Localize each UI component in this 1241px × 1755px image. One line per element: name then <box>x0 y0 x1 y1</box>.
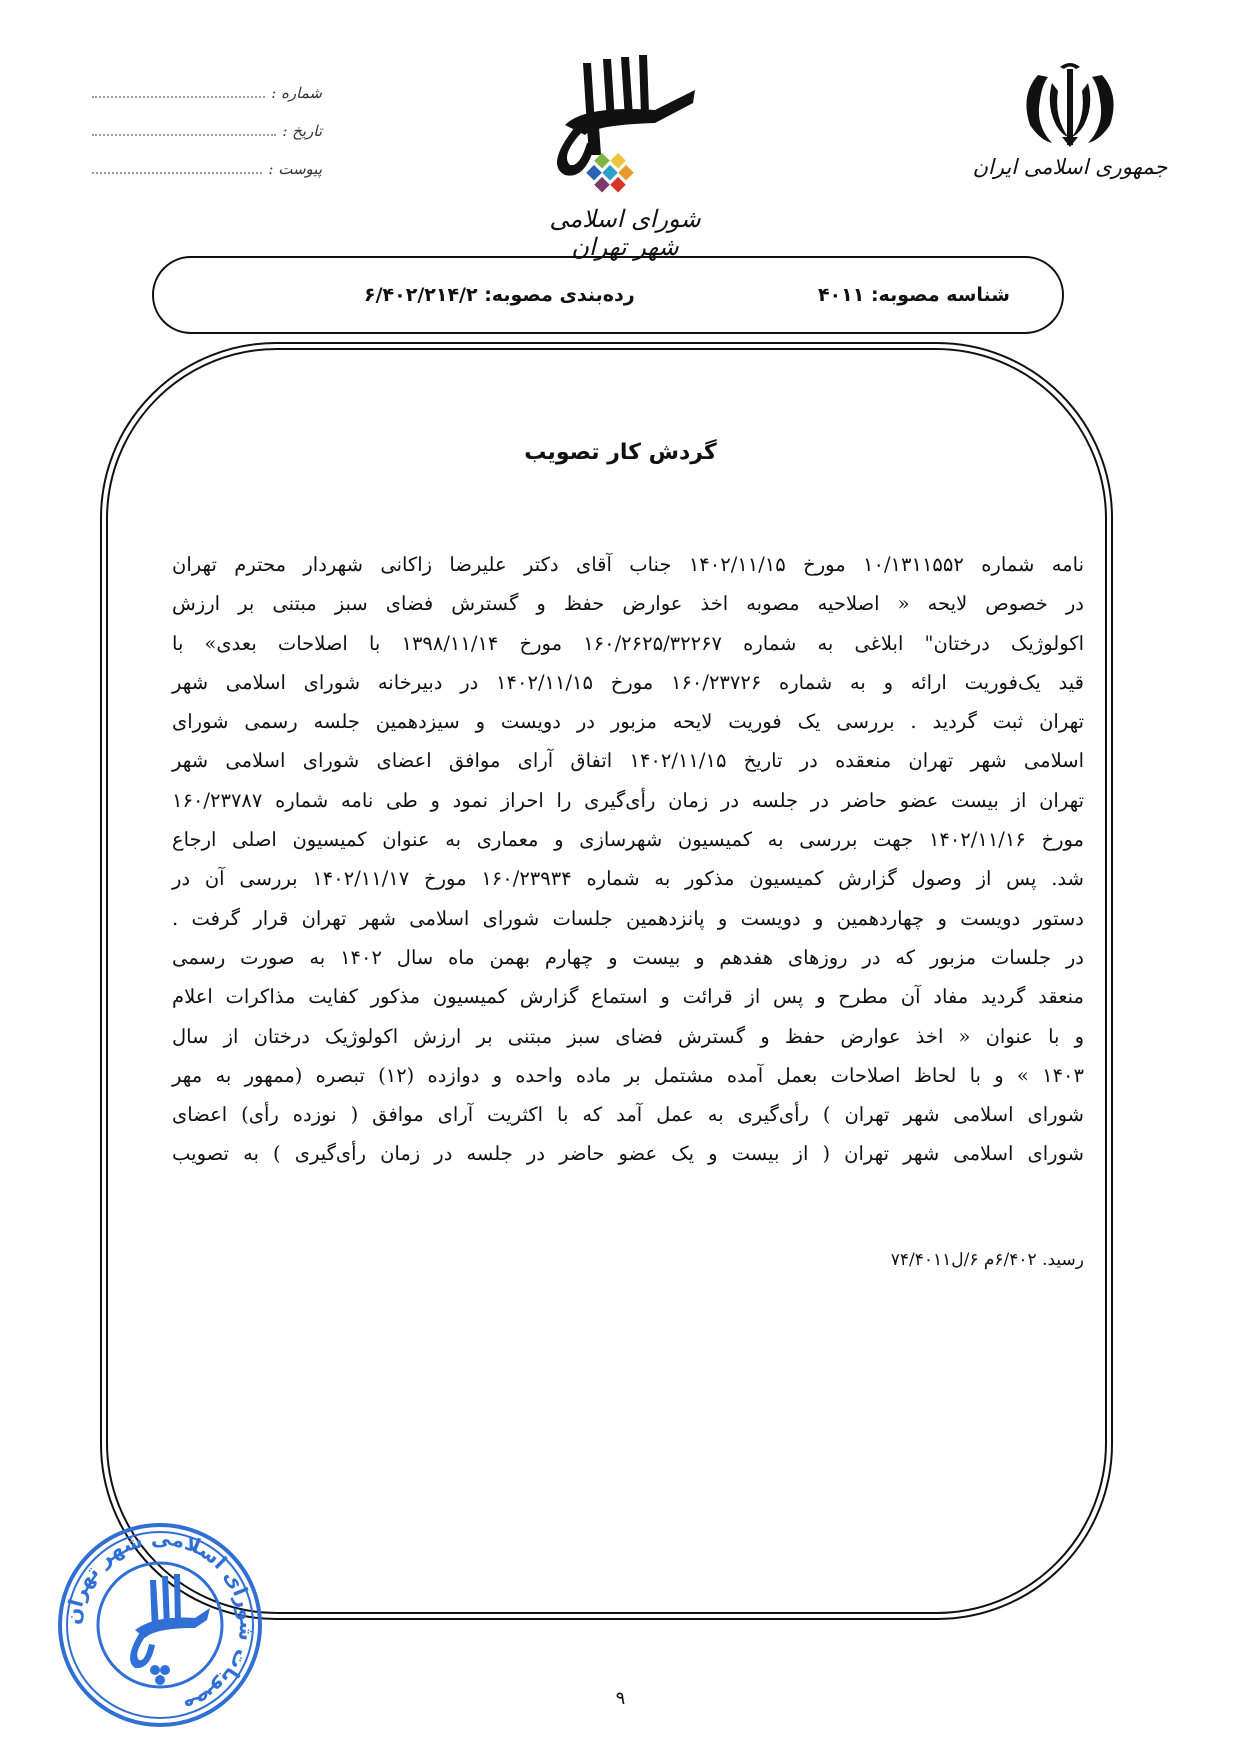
council-calligraphy-icon <box>525 55 725 205</box>
body-line: در جلسات مزبور که در روزهای هفدهم و بیست و چهارم بهمن ماه سال ۱۴۰۲ به صورت رسمی <box>172 945 1084 969</box>
svg-text:مصوبات شورای اسلامی شهر تهران: مصوبات شورای اسلامی شهر تهران <box>60 1525 260 1720</box>
body-line: منعقد گردید مفاد آن مطرح و پس از قرائت و استماع گزارش کمیسیون مذکور کفایت مذاکرات اعلام <box>172 985 1084 1009</box>
council-logo-caption: شورای اسلامی شهر تهران <box>549 205 701 261</box>
number-field <box>92 78 322 108</box>
body-line: شد. پس از وصول گزارش کمیسیون مذکور به شماره ۱۶۰/۲۳۹۳۴ مورخ ۱۴۰۲/۱۱/۱۷ بررسی آن در <box>172 867 1084 891</box>
number-label: شماره : <box>271 84 322 102</box>
date-label: تاریخ : <box>282 122 322 140</box>
signoff-reference: رسید. ۶/۴۰۲م ۶/ل۷۴/۴۰۱۱ <box>890 1250 1084 1270</box>
body-line: نامه شماره ۱۰/۱۳۱۱۵۵۲ مورخ ۱۴۰۲/۱۱/۱۵ جناب آقای دکتر علیرضا زاکانی شهردار محترم تهران <box>172 553 1084 576</box>
body-line: تهران از بیست عضو حاضر در جلسه در زمان رأی‌گیری را احراز نمود و طی نامه شماره ۱۶۰/۲۳۷۸۷ <box>172 788 1084 812</box>
body-line: قید یک‌فوریت ارائه و به شماره ۱۶۰/۲۳۷۲۶ مورخ ۱۴۰۲/۱۱/۱۵ در دبیرخانه شورای اسلامی شهر <box>172 670 1084 694</box>
body-line: تهران ثبت گردید . بررسی یک فوریت لایحه مزبور در دویست و سیزدهمین جلسه رسمی شورای <box>172 710 1084 734</box>
page-title: گردش کار تصویب <box>524 440 717 465</box>
body-line: دستور دویست و چهاردهمین و دویست و پانزدهمین جلسات شورای اسلامی شهر تهران قرار گرفت . <box>172 906 1084 930</box>
body-line: در خصوص لایحه « اصلاحیه مصوبه اخذ عوارض حفظ و گسترش فضای سبز مبتنی بر ارزش <box>172 592 1084 616</box>
body-line: اسلامی شهر تهران منعقده در تاریخ ۱۴۰۲/۱۱/۱۵ اتفاق آرای موافق اعضای شورای اسلامی شهر <box>172 749 1085 773</box>
body-line: ۱۴۰۳ » و با لحاظ اصلاحات بعمل آمده مشتمل بر ماده واحده و دوازده (۱۲) تبصره (ممهور به مهر <box>172 1063 1084 1087</box>
resolution-classification: رده‌بندی مصوبه: ۶/۴۰۲/۲۱۴/۲ <box>364 284 635 306</box>
tehran-council-logo <box>525 55 725 261</box>
body-line: و با عنوان « اخذ عوارض حفظ و گسترش فضای سبز مبتنی بر ارزش اکولوژیک درختان از سال <box>172 1024 1084 1048</box>
national-emblem-icon <box>990 55 1150 150</box>
iran-emblem <box>972 55 1170 195</box>
body-line: شورای اسلامی شهر تهران ) رأی‌گیری به عمل آمد که با اکثریت آرای موافق ( نوزده رأی) اعضای <box>172 1103 1084 1127</box>
page-number: ۹ <box>615 1688 626 1709</box>
body-line: اکولوژیک درختان" ابلاغی به شماره ۱۶۰/۲۶۲۵/۳۲۲۶۷ مورخ ۱۳۹۸/۱۱/۱۴ با اصلاحات بعدی» با <box>172 631 1084 655</box>
number-value <box>92 96 265 98</box>
body-line: شورای اسلامی شهر تهران ( از بیست و یک عضو حاضر در جلسه در زمان رأی‌گیری ) به تصویب <box>172 1142 1084 1166</box>
attachment-field <box>92 154 322 184</box>
document-body <box>172 545 1084 1174</box>
attachment-label: پیوست : <box>268 160 322 178</box>
resolution-info-box <box>152 256 1064 334</box>
date-field <box>92 116 322 146</box>
date-value <box>92 134 276 136</box>
attachment-value <box>92 172 262 174</box>
resolution-id: شناسه مصوبه: ۴۰۱۱ <box>817 284 1010 306</box>
emblem-caption: جمهوری اسلامی ایران <box>972 155 1168 179</box>
body-line: مورخ ۱۴۰۲/۱۱/۱۶ جهت بررسی به کمیسیون شهرسازی و معماری به عنوان کمیسیون اصلی ارجاع <box>172 828 1085 852</box>
reference-fields <box>92 78 322 192</box>
